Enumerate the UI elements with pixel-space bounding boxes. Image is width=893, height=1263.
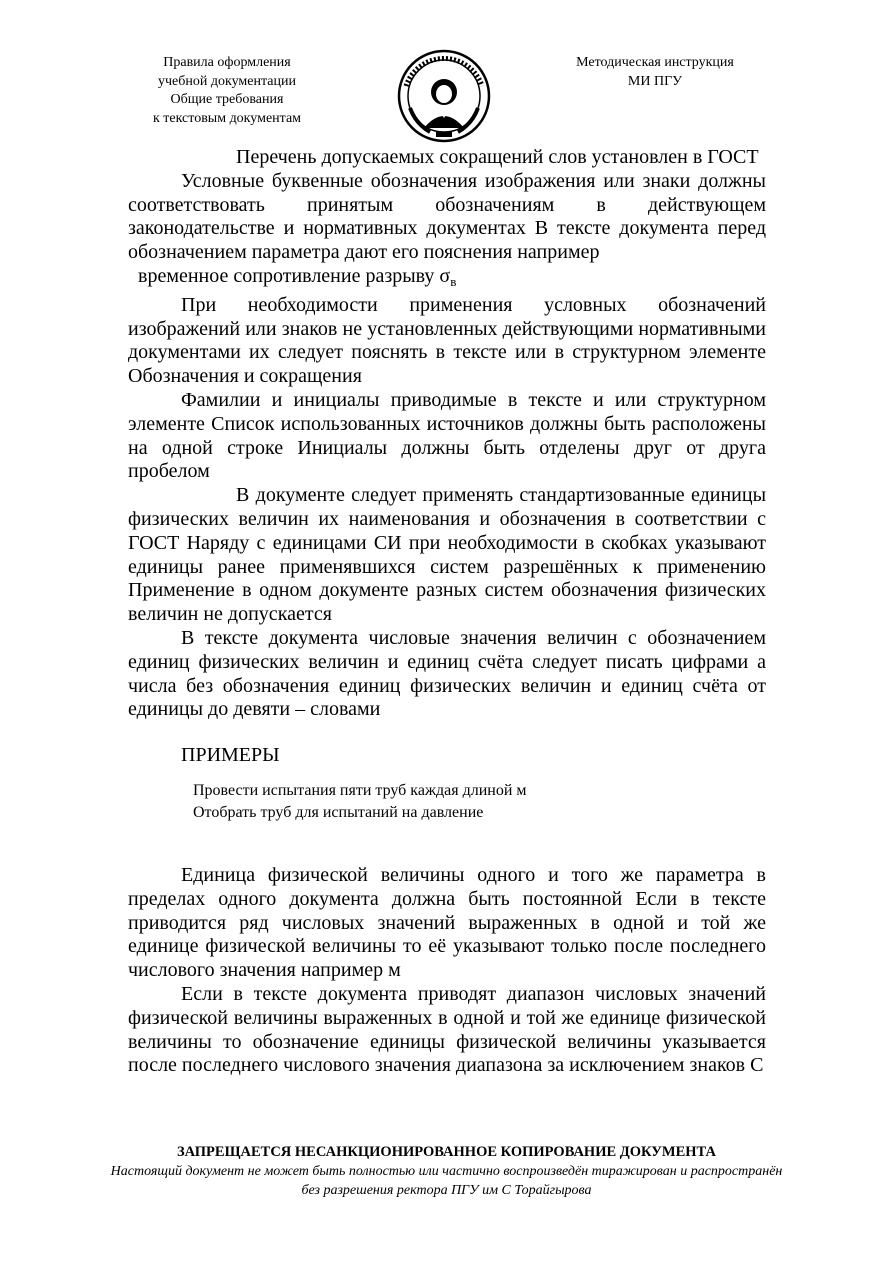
subscript: в <box>450 273 457 289</box>
spacer <box>128 824 766 864</box>
spacer <box>128 768 766 780</box>
header-right-line: МИ ПГУ <box>627 73 683 89</box>
paragraph: При необходимости применения условных обозначений изображений или знаков не установленных действующими нормативными документами их следует пояснять в тексте или в структурном элементе Обозначения и сокращения <box>128 293 766 388</box>
paragraph <box>128 170 766 294</box>
spacer <box>128 722 766 744</box>
paragraph: Перечень допускаемых сокращений слов установлен в ГОСТ <box>236 146 759 168</box>
copy-note: Настоящий документ не может быть полностью или частично воспроизведён тиражирован и распространён без разрешения ректора ПГУ им С Торайгырова <box>110 1164 783 1198</box>
copy-warning: ЗАПРЕЩАЕТСЯ НЕСАНКЦИОНИРОВАННОЕ КОПИРОВАНИЕ ДОКУМЕНТА <box>177 1144 716 1160</box>
header-left-line: учебной документации <box>158 73 296 89</box>
paragraph-text: Условные буквенные обозначения изображения или знаки должны соответствовать принятым обозначениям в действующем законодательстве и нормативных документах В тексте документа перед обозначением параметра дают его пояснения например <box>128 169 766 264</box>
document-body <box>128 146 766 1078</box>
example-line: Отобрать труб для испытаний на давление <box>193 803 484 821</box>
paragraph: Единица физической величины одного и того же параметра в пределах одного документа должна быть постоянной Если в тексте приводится ряд числовых значений выраженных в одной и той же единице физической величины то её указывают только после последнего числового значения например м <box>128 863 766 982</box>
header-right-block <box>560 54 750 91</box>
university-emblem-icon <box>396 48 492 144</box>
examples-heading: ПРИМЕРЫ <box>181 744 280 767</box>
footer <box>100 1142 793 1200</box>
paragraph: Если в тексте документа приводят диапазон числовых значений физической величины выраженных в одной и той же единице физической величины то обозначение единицы физической величины указывается после последнего числового значения диапазона за исключением знаков С <box>128 982 766 1077</box>
paragraph: Фамилии и инициалы приводимые в тексте и или структурном элементе Список использованных источников должны быть расположены на одной строке Инициалы должны быть отделены друг от друга пробелом <box>128 388 766 483</box>
header-right-line: Методическая инструкция <box>576 55 734 70</box>
header-left-block <box>132 54 322 128</box>
header-left-line: Правила оформления <box>163 55 291 70</box>
paragraph: В тексте документа числовые значения величин с обозначением единиц физических величин и единиц счёта следует писать цифрами а числа без обозначения единиц физических величин и единиц счёта от единицы до девяти – словами <box>128 626 766 721</box>
header-left-line: Общие требования <box>170 92 284 107</box>
header-left-line: к текстовым документам <box>152 110 302 126</box>
paragraph: В документе следует применять стандартизованные единицы физических величин их наименования и обозначения в соответствии с ГОСТ Наряду с единицами СИ при необходимости в скобках указывают единицы ранее применявшихся систем разрешённых к применению Применение в одном документе разных систем обозначения физических величин не допускается <box>128 484 766 626</box>
paragraph-text: временное сопротивление разрыву σ <box>138 264 451 287</box>
example-line: Провести испытания пяти труб каждая длиной м <box>193 781 527 799</box>
